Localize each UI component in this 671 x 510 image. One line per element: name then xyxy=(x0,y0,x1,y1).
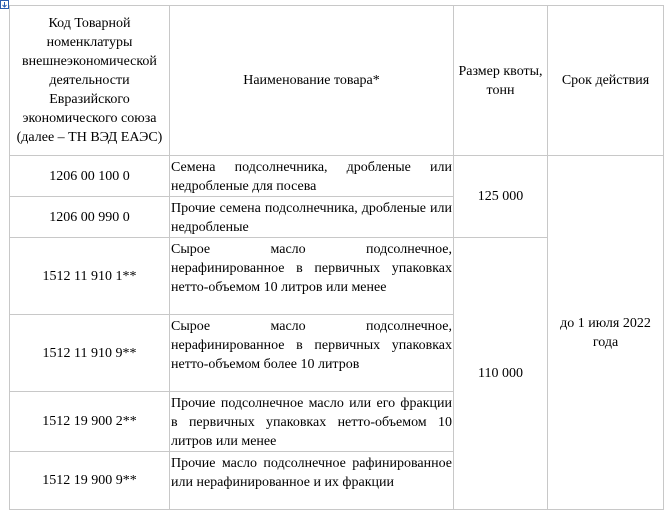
quota-seeds: 125 000 xyxy=(454,156,548,238)
header-name: Наименование товара* xyxy=(170,6,454,156)
anchor-icon[interactable] xyxy=(0,0,9,9)
product-name: Семена подсолнечника, дробленые или недробленые для посева xyxy=(170,156,454,197)
table-row xyxy=(10,156,664,197)
header-quota: Размер квоты, тонн xyxy=(454,6,548,156)
product-name: Прочие масло подсолнечное рафинированное или нерафинированное и их фракции xyxy=(170,452,454,510)
product-name: Прочие семена подсолнечника, дробленые или недробленые xyxy=(170,197,454,238)
header-row xyxy=(10,6,664,156)
product-code: 1206 00 990 0 xyxy=(10,197,170,238)
product-code: 1512 11 910 9** xyxy=(10,315,170,392)
header-code: Код Товарной номенклатуры внешнеэкономической деятельности Евразийского экономического союза (далее – ТН ВЭД ЕАЭС) xyxy=(10,6,170,156)
product-name: Прочие подсолнечное масло или его фракции в первичных упаковках нетто-объемом 10 литров или менее xyxy=(170,392,454,452)
quota-oil: 110 000 xyxy=(454,238,548,510)
product-name: Сырое масло подсолнечное, нерафинированное в первичных упаковках нетто-объемом 10 литров или менее xyxy=(170,238,454,315)
header-period: Срок действия xyxy=(548,6,664,156)
product-code: 1512 11 910 1** xyxy=(10,238,170,315)
quota-table xyxy=(9,5,664,510)
product-code: 1512 19 900 9** xyxy=(10,452,170,510)
validity-period: до 1 июля 2022 года xyxy=(548,156,664,510)
product-name: Сырое масло подсолнечное, нерафинированное в первичных упаковках нетто-объемом более 10 литров xyxy=(170,315,454,392)
product-code: 1512 19 900 2** xyxy=(10,392,170,452)
product-code: 1206 00 100 0 xyxy=(10,156,170,197)
